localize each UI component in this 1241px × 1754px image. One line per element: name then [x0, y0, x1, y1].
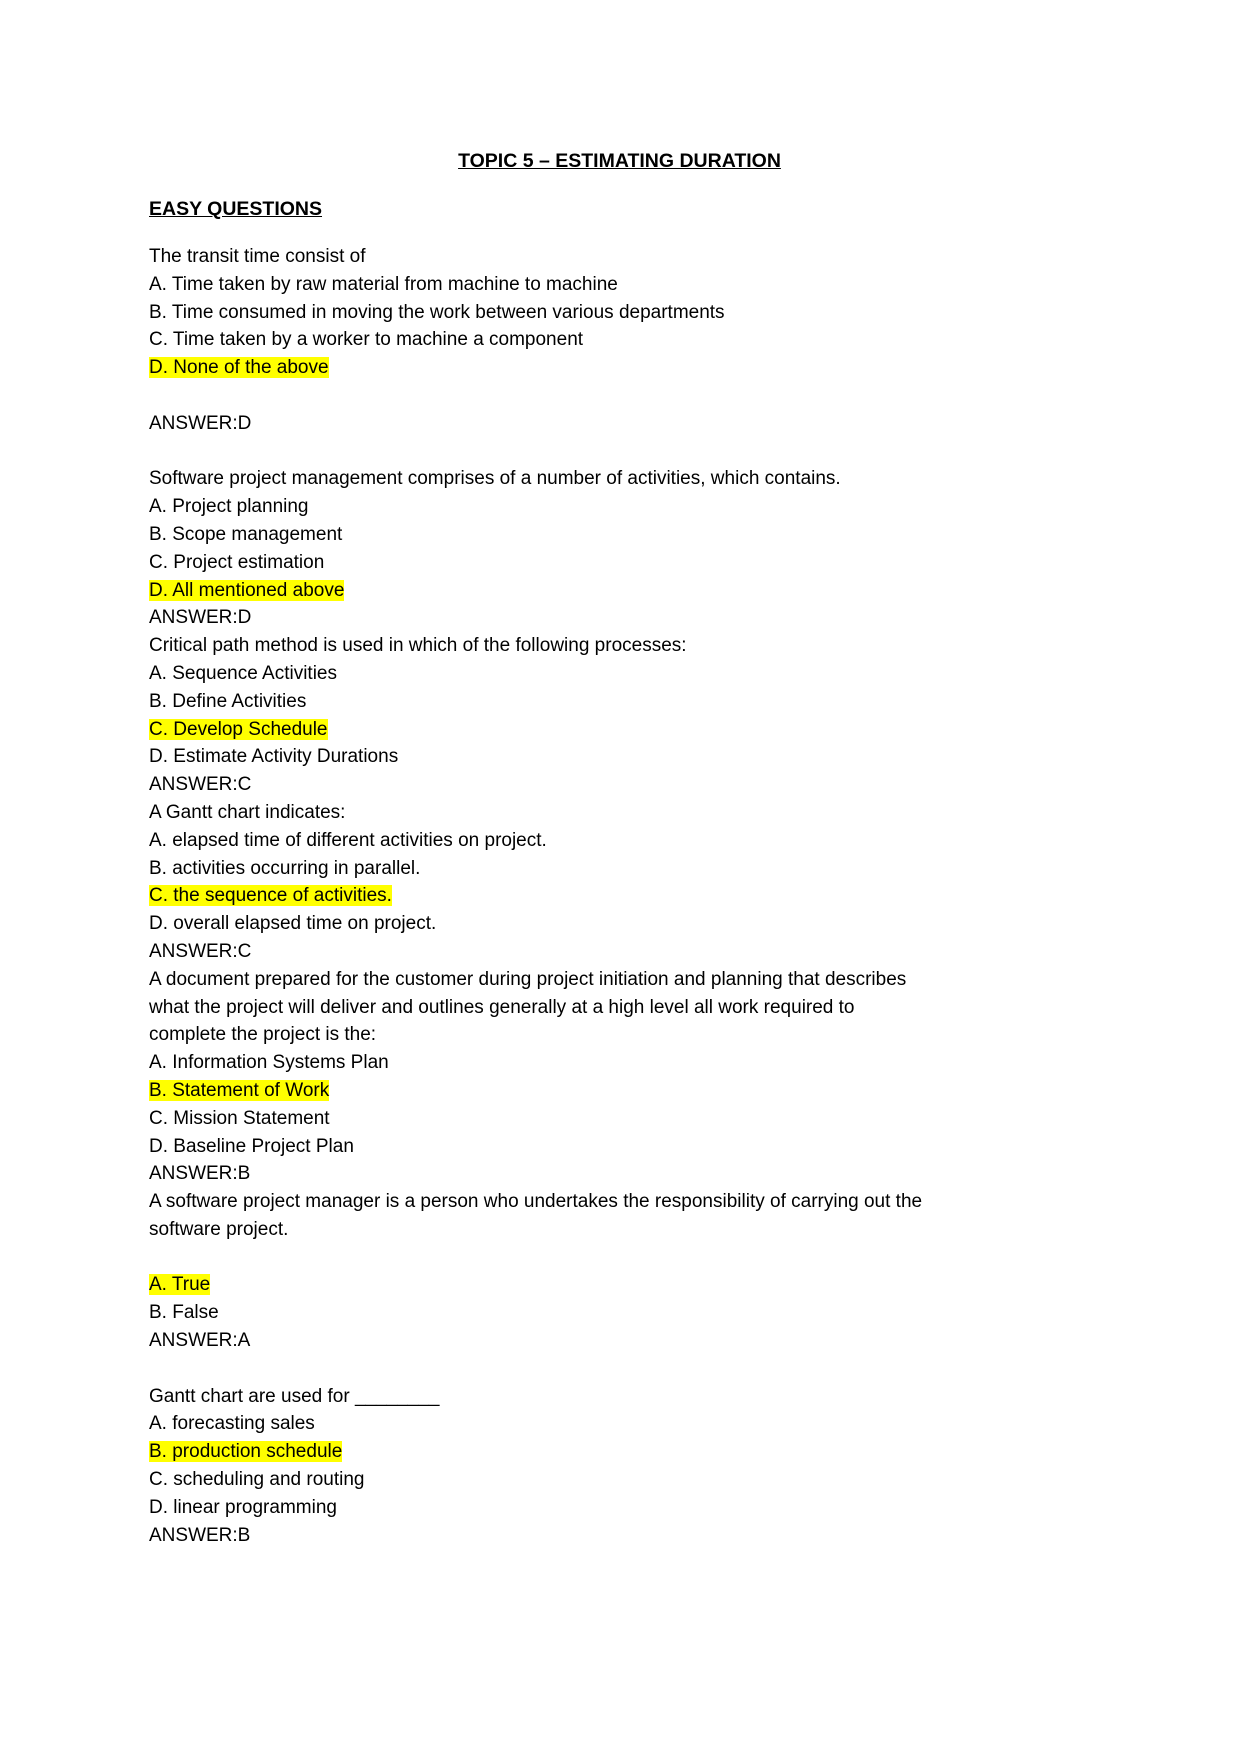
option-text: A. Information Systems Plan [149, 1052, 389, 1074]
highlighted-option-text: A. True [149, 1274, 211, 1296]
option-text: B. Time consumed in moving the work between various departments [149, 301, 725, 323]
option-b [149, 855, 1069, 883]
option-c [149, 1466, 1069, 1494]
question-block [149, 1188, 1069, 1383]
option-text: A. Sequence Activities [149, 662, 337, 684]
answer-line: ANSWER:C [149, 774, 252, 796]
option-a [149, 271, 1069, 299]
question-text: A Gantt chart indicates: [149, 801, 346, 823]
option-text: C. Project estimation [149, 551, 325, 573]
option-text: D. linear programming [149, 1496, 337, 1518]
option-c [149, 326, 1069, 354]
question-block [149, 243, 1069, 465]
question-list [149, 243, 1069, 1549]
question-block [149, 1383, 1069, 1550]
option-text: C. Time taken by a worker to machine a component [149, 329, 584, 351]
question-text: Software project management comprises of a number of activities, which contains. [149, 468, 841, 490]
option-text: B. Define Activities [149, 690, 307, 712]
option-b [149, 521, 1069, 549]
option-text: A. forecasting sales [149, 1413, 315, 1435]
option-d [149, 1133, 1069, 1161]
option-text: C. Mission Statement [149, 1107, 330, 1129]
option-b [149, 1438, 1069, 1466]
option-text: B. False [149, 1302, 219, 1324]
option-b [149, 688, 1069, 716]
question-text: software project. [149, 1218, 289, 1240]
option-d [149, 577, 1069, 605]
option-c [149, 716, 1069, 744]
question-block [149, 799, 1069, 966]
spacer [149, 1244, 1069, 1272]
page-title-text: TOPIC 5 – ESTIMATING DURATION [458, 150, 781, 172]
question-text: Critical path method is used in which of the following processes: [149, 635, 687, 657]
option-text: A. Time taken by raw material from machine to machine [149, 273, 618, 295]
question-text: complete the project is the: [149, 1024, 377, 1046]
answer-line: ANSWER:C [149, 940, 252, 962]
answer-line: ANSWER:B [149, 1163, 251, 1185]
spacer [149, 382, 1069, 410]
spacer [149, 1355, 1069, 1383]
option-a [149, 1271, 1069, 1299]
question-text: The transit time consist of [149, 246, 366, 267]
question-text: Gantt chart are used for ________ [149, 1385, 440, 1407]
option-text: A. Project planning [149, 496, 309, 518]
option-a [149, 660, 1069, 688]
highlighted-option-text: B. Statement of Work [149, 1079, 330, 1101]
highlighted-option-text: D. None of the above [149, 357, 329, 379]
highlighted-option-text: C. the sequence of activities. [149, 885, 392, 907]
option-text: D. Baseline Project Plan [149, 1135, 354, 1157]
option-a [149, 1049, 1069, 1077]
option-c [149, 882, 1069, 910]
option-d [149, 1494, 1069, 1522]
question-text: A document prepared for the customer during project initiation and planning that describes [149, 968, 907, 990]
option-a [149, 827, 1069, 855]
option-a [149, 493, 1069, 521]
option-d [149, 354, 1069, 382]
option-text: B. Scope management [149, 523, 343, 545]
option-text: D. Estimate Activity Durations [149, 746, 399, 768]
option-b [149, 1077, 1069, 1105]
answer-line: ANSWER:B [149, 1524, 251, 1546]
highlighted-option-text: B. production schedule [149, 1441, 343, 1463]
answer-line: ANSWER:D [149, 412, 252, 434]
question-block [149, 632, 1069, 799]
option-text: A. elapsed time of different activities on project. [149, 829, 547, 851]
option-text: B. activities occurring in parallel. [149, 857, 421, 879]
option-text: D. overall elapsed time on project. [149, 913, 437, 935]
question-block [149, 465, 1069, 632]
spacer [149, 438, 1069, 466]
option-c [149, 549, 1069, 577]
question-block [149, 966, 1069, 1188]
highlighted-option-text: D. All mentioned above [149, 579, 345, 601]
highlighted-option-text: C. Develop Schedule [149, 718, 328, 740]
question-text: what the project will deliver and outlines generally at a high level all work required to [149, 996, 855, 1018]
option-c [149, 1105, 1069, 1133]
option-b [149, 1299, 1069, 1327]
section-heading: EASY QUESTIONS [149, 198, 323, 220]
answer-line: ANSWER:D [149, 607, 252, 629]
option-b [149, 299, 1069, 327]
page-title [0, 150, 1241, 173]
option-text: C. scheduling and routing [149, 1469, 365, 1491]
option-d [149, 743, 1069, 771]
question-text: A software project manager is a person who undertakes the responsibility of carrying out the [149, 1191, 923, 1213]
option-d [149, 910, 1069, 938]
option-a [149, 1410, 1069, 1438]
answer-line: ANSWER:A [149, 1330, 251, 1352]
